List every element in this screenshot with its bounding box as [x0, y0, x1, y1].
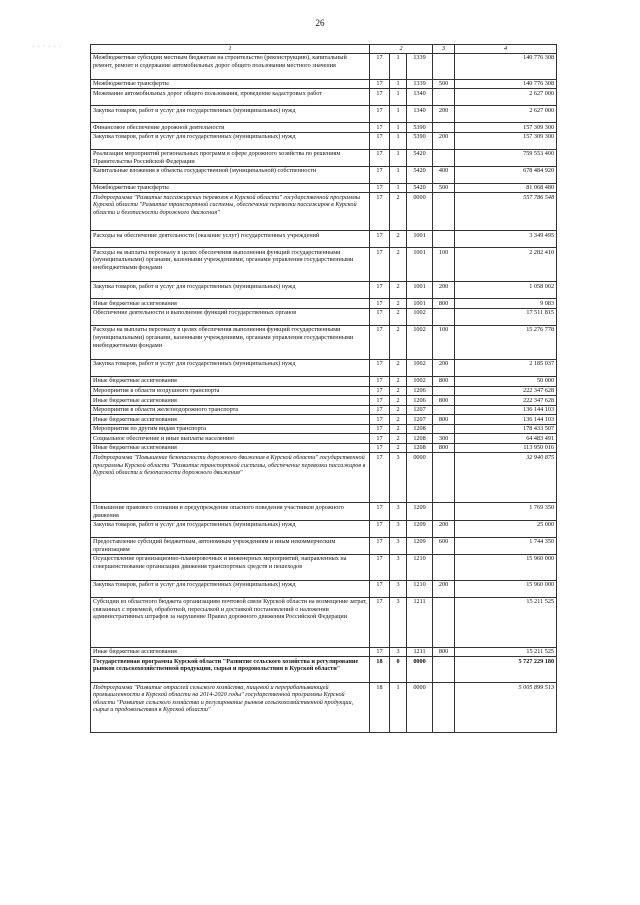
row-target-code: 1209	[407, 537, 433, 554]
row-amount: 178 433 507	[455, 424, 557, 434]
row-amount: 557 786 548	[455, 193, 557, 231]
row-section: 17	[370, 396, 390, 406]
row-subsection: 0	[390, 657, 407, 683]
row-section: 17	[370, 520, 390, 537]
row-subsection: 3	[390, 554, 407, 580]
table-row	[91, 132, 557, 149]
row-subsection: 3	[390, 597, 407, 647]
row-target-code: 1210	[407, 580, 433, 597]
row-name: Иные бюджетные ассигнования	[91, 415, 370, 425]
row-name: Межбюджетные трансферты	[91, 183, 370, 193]
row-expense-type	[433, 554, 455, 580]
row-section: 17	[370, 248, 390, 282]
row-target-code: 1208	[407, 434, 433, 444]
table-row	[91, 396, 557, 406]
row-expense-type: 500	[433, 183, 455, 193]
row-name: Подпрограмма "Повышение безопасности дорожного движения в Курской области" государственной программы Курской области "Развитие транспортной системы, обеспечение перевозки пассажиров в Курской области и безопасности дорожного движения"	[91, 453, 370, 503]
row-amount: 136 144 103	[455, 405, 557, 415]
table-row	[91, 325, 557, 359]
row-expense-type: 500	[433, 79, 455, 89]
row-target-code: 1206	[407, 386, 433, 396]
table-row	[91, 386, 557, 396]
row-section: 17	[370, 89, 390, 106]
row-target-code: 1210	[407, 554, 433, 580]
row-amount: 17 511 815	[455, 308, 557, 325]
row-name: Иные бюджетные ассигнования	[91, 396, 370, 406]
row-name: Расходы на выплаты персоналу в целях обеспечения выполнения функций государственными (муниципальными) органами, казенными учреждениями, органами управления государственными внебюджетными фондами	[91, 325, 370, 359]
row-name: Закупка товаров, работ и услуг для государственных (муниципальных) нужд	[91, 106, 370, 123]
row-amount: 678 484 920	[455, 166, 557, 183]
row-amount: 157 309 300	[455, 132, 557, 149]
row-subsection: 2	[390, 308, 407, 325]
row-subsection: 1	[390, 149, 407, 166]
row-expense-type	[433, 386, 455, 396]
row-section: 17	[370, 647, 390, 657]
row-expense-type	[433, 53, 455, 79]
row-section: 17	[370, 308, 390, 325]
row-subsection: 2	[390, 359, 407, 376]
row-subsection: 3	[390, 503, 407, 520]
row-subsection: 2	[390, 405, 407, 415]
table-row	[91, 53, 557, 79]
row-section: 17	[370, 434, 390, 444]
row-section: 17	[370, 415, 390, 425]
row-target-code: 1211	[407, 647, 433, 657]
row-expense-type	[433, 503, 455, 520]
row-name: Социальное обеспечение и иные выплаты населению	[91, 434, 370, 444]
row-expense-type: 300	[433, 434, 455, 444]
row-amount: 5 727 229 180	[455, 657, 557, 683]
row-expense-type: 800	[433, 376, 455, 386]
row-section: 17	[370, 183, 390, 193]
row-subsection: 2	[390, 443, 407, 453]
row-amount: 25 000	[455, 520, 557, 537]
row-expense-type	[433, 308, 455, 325]
row-target-code: 0000	[407, 193, 433, 231]
row-subsection: 1	[390, 79, 407, 89]
row-name: Межбюджетные субсидии местным бюджетам на строительство (реконструкцию), капитальный ремонт, ремонт и содержание автомобильных дорог общего пользования местного значения	[91, 53, 370, 79]
row-expense-type: 200	[433, 282, 455, 299]
row-target-code: 1206	[407, 396, 433, 406]
table-row	[91, 231, 557, 248]
row-amount: 32 940 875	[455, 453, 557, 503]
row-amount: 15 960 000	[455, 554, 557, 580]
row-amount: 3 349 495	[455, 231, 557, 248]
row-name: Иные бюджетные ассигнования	[91, 647, 370, 657]
row-section: 17	[370, 597, 390, 647]
row-expense-type: 600	[433, 537, 455, 554]
row-section: 17	[370, 405, 390, 415]
row-subsection: 3	[390, 453, 407, 503]
row-amount: 15 211 525	[455, 647, 557, 657]
row-name: Закупка товаров, работ и услуг для государственных (муниципальных) нужд	[91, 520, 370, 537]
table-row	[91, 282, 557, 299]
row-name: Закупка товаров, работ и услуг для государственных (муниципальных) нужд	[91, 282, 370, 299]
row-expense-type: 200	[433, 359, 455, 376]
row-target-code: 1208	[407, 443, 433, 453]
table-row	[91, 248, 557, 282]
row-section: 18	[370, 657, 390, 683]
row-amount: 50 000	[455, 376, 557, 386]
table-row	[91, 537, 557, 554]
row-expense-type: 100	[433, 325, 455, 359]
table-row	[91, 149, 557, 166]
row-amount: 222 347 628	[455, 386, 557, 396]
table-row	[91, 434, 557, 444]
row-target-code: 1211	[407, 597, 433, 647]
table-row	[91, 89, 557, 106]
column-header-2: 2	[370, 45, 433, 54]
row-target-code: 1207	[407, 405, 433, 415]
row-amount: 15 276 778	[455, 325, 557, 359]
row-subsection: 1	[390, 89, 407, 106]
row-target-code: 1001	[407, 231, 433, 248]
row-name: Капитальные вложения в объекты государственной (муниципальной) собственности	[91, 166, 370, 183]
row-target-code: 0000	[407, 657, 433, 683]
table-row	[91, 183, 557, 193]
row-target-code: 1001	[407, 248, 433, 282]
row-section: 17	[370, 166, 390, 183]
table-row	[91, 123, 557, 133]
row-subsection: 2	[390, 231, 407, 248]
row-amount: 2 282 410	[455, 248, 557, 282]
row-name: Подпрограмма "Развитие отраслей сельского хозяйства, пищевой и перерабатывающей промышленности в Курской области на 2014-2020 годы" государственной программы Курской области "Развитие сельского хозяйства и регулирование рынков сельскохозяйственной продукции, сырья и продовольствия в Курской области"	[91, 683, 370, 733]
row-target-code: 5390	[407, 123, 433, 133]
row-section: 17	[370, 325, 390, 359]
row-name: Иные бюджетные ассигнования	[91, 376, 370, 386]
row-subsection: 1	[390, 183, 407, 193]
row-section: 17	[370, 443, 390, 453]
row-target-code: 1339	[407, 53, 433, 79]
row-subsection: 2	[390, 325, 407, 359]
table-row	[91, 597, 557, 647]
row-expense-type: 800	[433, 396, 455, 406]
row-name: Реализация мероприятий региональных программ в сфере дорожного хозяйства по решениям Правительства Российской Федерации	[91, 149, 370, 166]
row-section: 17	[370, 386, 390, 396]
row-section: 17	[370, 503, 390, 520]
row-section: 18	[370, 683, 390, 733]
row-name: Финансовое обеспечение дорожной деятельности	[91, 123, 370, 133]
table-row	[91, 79, 557, 89]
row-expense-type: 200	[433, 132, 455, 149]
row-amount: 5 005 899 513	[455, 683, 557, 733]
row-subsection: 2	[390, 193, 407, 231]
row-amount: 222 347 628	[455, 396, 557, 406]
page-number: 26	[315, 18, 325, 28]
table-row	[91, 520, 557, 537]
row-target-code: 1340	[407, 106, 433, 123]
row-section: 17	[370, 453, 390, 503]
row-expense-type	[433, 89, 455, 106]
row-expense-type: 200	[433, 520, 455, 537]
row-name: Закупка товаров, работ и услуг для государственных (муниципальных) нужд	[91, 359, 370, 376]
row-name: Государственная программа Курской области "Развитие сельского хозяйства и регулирование рынков сельскохозяйственной продукции, сырья и продовольствия в Курской области"	[91, 657, 370, 683]
row-name: Расходы на обеспечение деятельности (оказание услуг) государственных учреждений	[91, 231, 370, 248]
table-row	[91, 106, 557, 123]
row-name: Субсидии из областного бюджета организациям почтовой связи Курской области на возмещение затрат, связанных с приемкой, обработкой, пересылкой и доставкой постановлений о наложении административных штрафов за нарушение Правил дорожного движения Российской Федерации	[91, 597, 370, 647]
row-expense-type	[433, 123, 455, 133]
row-subsection: 2	[390, 299, 407, 309]
row-expense-type: 200	[433, 580, 455, 597]
row-target-code: 1002	[407, 359, 433, 376]
row-expense-type	[433, 683, 455, 733]
table-row	[91, 443, 557, 453]
row-target-code: 5390	[407, 132, 433, 149]
row-target-code: 1339	[407, 79, 433, 89]
budget-table	[90, 44, 557, 733]
row-target-code: 5420	[407, 166, 433, 183]
row-subsection: 2	[390, 376, 407, 386]
table-row	[91, 193, 557, 231]
row-target-code: 1209	[407, 503, 433, 520]
row-name: Обеспечение деятельности и выполнение функций государственных органов	[91, 308, 370, 325]
row-target-code: 1340	[407, 89, 433, 106]
row-subsection: 1	[390, 166, 407, 183]
table-row	[91, 453, 557, 503]
row-amount: 2 627 000	[455, 106, 557, 123]
row-subsection: 1	[390, 683, 407, 733]
row-amount: 140 776 308	[455, 79, 557, 89]
table-row	[91, 405, 557, 415]
row-target-code: 1002	[407, 376, 433, 386]
row-subsection: 2	[390, 282, 407, 299]
row-amount: 9 083	[455, 299, 557, 309]
row-section: 17	[370, 106, 390, 123]
row-name: Иные бюджетные ассигнования	[91, 299, 370, 309]
row-subsection: 3	[390, 537, 407, 554]
row-amount: 64 483 491	[455, 434, 557, 444]
row-subsection: 3	[390, 580, 407, 597]
row-section: 17	[370, 537, 390, 554]
table-row	[91, 683, 557, 733]
table-row	[91, 580, 557, 597]
row-subsection: 1	[390, 123, 407, 133]
row-name: Закупка товаров, работ и услуг для государственных (муниципальных) нужд	[91, 580, 370, 597]
column-header-1: 1	[91, 45, 370, 54]
row-subsection: 2	[390, 415, 407, 425]
row-subsection: 1	[390, 53, 407, 79]
row-name: Расходы на выплаты персоналу в целях обеспечения выполнения функций государственными (муниципальными) органами, казенными учреждениями, органами управления государственными внебюджетными фондами	[91, 248, 370, 282]
row-expense-type: 800	[433, 647, 455, 657]
table-row	[91, 359, 557, 376]
row-amount: 2 627 000	[455, 89, 557, 106]
row-amount: 113 950 016	[455, 443, 557, 453]
row-expense-type: 400	[433, 166, 455, 183]
row-expense-type	[433, 231, 455, 248]
row-expense-type	[433, 424, 455, 434]
table-row	[91, 166, 557, 183]
row-expense-type: 800	[433, 415, 455, 425]
row-expense-type: 100	[433, 248, 455, 282]
row-amount: 1 744 350	[455, 537, 557, 554]
column-header-4: 4	[455, 45, 557, 54]
row-section: 17	[370, 359, 390, 376]
row-section: 17	[370, 282, 390, 299]
row-subsection: 2	[390, 434, 407, 444]
row-target-code: 0000	[407, 683, 433, 733]
table-row	[91, 657, 557, 683]
row-section: 17	[370, 149, 390, 166]
row-name: Межевание автомобильных дорог общего пользования, проведение кадастровых работ	[91, 89, 370, 106]
row-expense-type	[433, 405, 455, 415]
row-name: Мероприятия в области воздушного транспорта	[91, 386, 370, 396]
row-section: 17	[370, 424, 390, 434]
row-target-code: 1209	[407, 520, 433, 537]
row-amount: 140 776 308	[455, 53, 557, 79]
row-name: Предоставление субсидий бюджетным, автономным учреждениям и иным некоммерческим организациям	[91, 537, 370, 554]
row-expense-type	[433, 597, 455, 647]
row-section: 17	[370, 132, 390, 149]
row-amount: 759 553 400	[455, 149, 557, 166]
table-row	[91, 647, 557, 657]
row-amount: 136 144 103	[455, 415, 557, 425]
row-amount: 157 309 300	[455, 123, 557, 133]
row-target-code: 1002	[407, 308, 433, 325]
row-section: 17	[370, 580, 390, 597]
row-expense-type	[433, 453, 455, 503]
row-amount: 1 769 350	[455, 503, 557, 520]
table-row	[91, 424, 557, 434]
row-expense-type: 200	[433, 106, 455, 123]
row-amount: 15 960 000	[455, 580, 557, 597]
row-section: 17	[370, 554, 390, 580]
row-name: Повышение правового сознания и предупреждение опасного поведения участников дорожного движения	[91, 503, 370, 520]
row-target-code: 1208	[407, 424, 433, 434]
row-section: 17	[370, 193, 390, 231]
table-row	[91, 554, 557, 580]
row-target-code: 1002	[407, 325, 433, 359]
row-expense-type	[433, 193, 455, 231]
row-name: Мероприятия в области железнодорожного транспорта	[91, 405, 370, 415]
row-subsection: 3	[390, 520, 407, 537]
table-row	[91, 308, 557, 325]
row-name: Межбюджетные трансферты	[91, 79, 370, 89]
row-target-code: 5420	[407, 149, 433, 166]
row-amount: 2 185 037	[455, 359, 557, 376]
row-name: Закупка товаров, работ и услуг для государственных (муниципальных) нужд	[91, 132, 370, 149]
row-expense-type	[433, 657, 455, 683]
row-amount: 81 068 480	[455, 183, 557, 193]
row-expense-type	[433, 149, 455, 166]
row-section: 17	[370, 231, 390, 248]
header-row	[91, 45, 557, 54]
row-subsection: 1	[390, 132, 407, 149]
row-subsection: 2	[390, 248, 407, 282]
row-section: 17	[370, 299, 390, 309]
row-section: 17	[370, 53, 390, 79]
table-row	[91, 503, 557, 520]
column-header-3: 3	[433, 45, 455, 54]
row-target-code: 1207	[407, 415, 433, 425]
row-target-code: 0000	[407, 453, 433, 503]
row-amount: 1 058 002	[455, 282, 557, 299]
table-row	[91, 299, 557, 309]
row-subsection: 3	[390, 647, 407, 657]
row-name: Мероприятия по другим видам транспорта	[91, 424, 370, 434]
row-subsection: 2	[390, 386, 407, 396]
margin-artifact: · · · · · ·	[32, 44, 63, 50]
row-subsection: 2	[390, 424, 407, 434]
table-body	[91, 53, 557, 733]
row-name: Иные бюджетные ассигнования	[91, 443, 370, 453]
row-section: 17	[370, 376, 390, 386]
row-section: 17	[370, 123, 390, 133]
row-subsection: 1	[390, 106, 407, 123]
row-target-code: 1001	[407, 282, 433, 299]
table-row	[91, 376, 557, 386]
row-amount: 15 211 525	[455, 597, 557, 647]
row-name: Осуществление организационно-планировочных и инженерных мероприятий, направленных на совершенствование организации движения транспортных средств и пешеходов	[91, 554, 370, 580]
row-subsection: 2	[390, 396, 407, 406]
table-row	[91, 415, 557, 425]
row-target-code: 1001	[407, 299, 433, 309]
row-section: 17	[370, 79, 390, 89]
row-name: Подпрограмма "Развитие пассажирских перевозок в Курской области" государственной программы Курской области "Развитие транспортной системы, обеспечение перевозки пассажиров в Курской области и безопасности дорожного движения"	[91, 193, 370, 231]
row-expense-type: 800	[433, 299, 455, 309]
row-target-code: 5420	[407, 183, 433, 193]
row-expense-type: 800	[433, 443, 455, 453]
